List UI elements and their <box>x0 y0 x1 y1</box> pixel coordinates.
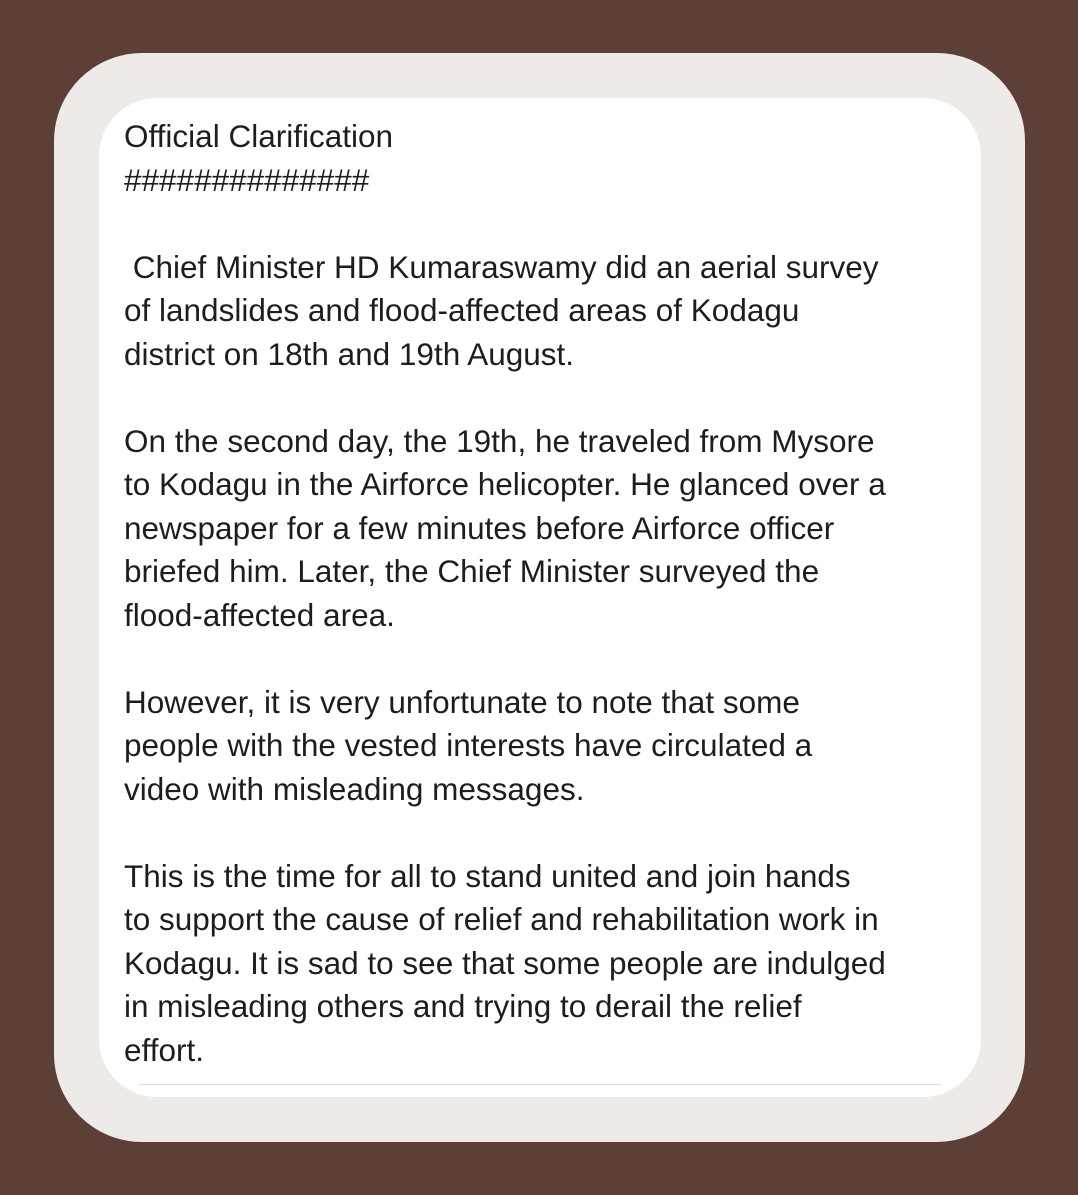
paragraph-2 <box>124 420 961 638</box>
paragraph-gap <box>124 376 961 420</box>
message-line: video with misleading messages. <box>124 770 585 807</box>
message-line: briefed him. Later, the Chief Minister surveyed the <box>124 553 820 589</box>
paragraph-gap <box>124 637 961 681</box>
message-bubble <box>99 98 981 1097</box>
message-line: Chief Minister HD Kumaraswamy did an aerial survey <box>124 248 879 285</box>
message-line: On the second day, the 19th, he traveled from Mysore <box>124 422 875 459</box>
message-frame <box>54 53 1025 1142</box>
message-line: of landslides and flood-affected areas of Kodagu <box>124 292 800 328</box>
message-line: However, it is very unfortunate to note that some <box>124 683 800 720</box>
message-line: newspaper for a few minutes before Airforce officer <box>124 509 835 546</box>
message-line: in misleading others and trying to derail the relief <box>124 988 802 1024</box>
message-line: flood-affected area. <box>124 596 395 633</box>
paragraph-gap <box>124 202 961 246</box>
message-line: district on 18th and 19th August. <box>124 335 575 372</box>
paragraph-1 <box>124 246 961 377</box>
paragraph-gap <box>124 811 961 855</box>
message-separator: ############## <box>124 161 370 198</box>
message-line: to support the cause of relief and rehabilitation work in <box>124 901 879 937</box>
paragraph-3 <box>124 681 961 812</box>
message-line: Kodagu. It is sad to see that some people are indulged <box>124 944 886 981</box>
message-line: to Kodagu in the Airforce helicopter. He glanced over a <box>124 466 886 502</box>
paragraph-4 <box>124 855 961 1073</box>
message-title: Official Clarification <box>124 118 394 154</box>
message-line: people with the vested interests have circulated a <box>124 727 813 763</box>
message-line: effort. <box>124 1031 204 1068</box>
message-line: This is the time for all to stand united and join hands <box>124 857 851 894</box>
